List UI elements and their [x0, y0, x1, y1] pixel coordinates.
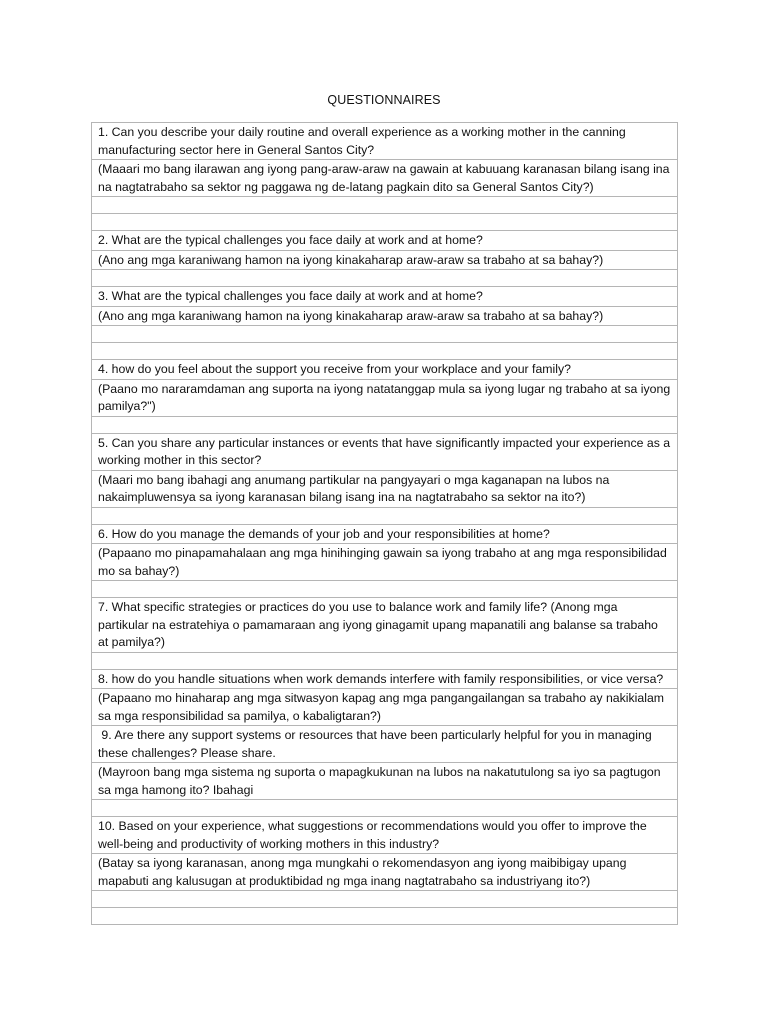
question-row: 7. What specific strategies or practices do you use to balance work and family life? (Anong mga partikular na estratehiya o pamamaraan ang iyong ginagamit upang mapanatili ang balanse sa trabaho at pamilya?) [92, 597, 677, 652]
blank-row [92, 890, 677, 907]
question-row: 8. how do you handle situations when work demands interfere with family responsibilities, or vice versa? [92, 669, 677, 689]
question-row: 9. Are there any support systems or resources that have been particularly helpful for you in managing these challenges? Please share. [92, 725, 677, 762]
question-row: (Mayroon bang mga sistema ng suporta o mapagkukunan na lubos na nakatutulong sa iyo sa pagtugon sa mga hamong ito? Ibahagi [92, 762, 677, 799]
blank-row [92, 907, 677, 924]
page-title: QUESTIONNAIRES [327, 93, 441, 107]
question-row: 4. how do you feel about the support you receive from your workplace and your family? [92, 359, 677, 379]
question-row: (Ano ang mga karaniwang hamon na iyong kinakaharap araw-araw sa trabaho at sa bahay?) [92, 250, 677, 270]
blank-row [92, 580, 677, 597]
blank-row [92, 213, 677, 230]
blank-row [92, 507, 677, 524]
blank-row [92, 342, 677, 359]
question-row: 5. Can you share any particular instances or events that have significantly impacted your experience as a working mother in this sector? [92, 433, 677, 470]
question-row: (Batay sa iyong karanasan, anong mga mungkahi o rekomendasyon ang iyong maibibigay upang mapabuti ang kalusugan at produktibidad ng mga inang nagtatrabaho sa industriyang ito?) [92, 853, 677, 890]
question-row: (Maaari mo bang ilarawan ang iyong pang-araw-araw na gawain at kabuuang karanasan bilang isang ina na nagtatrabaho sa sektor ng paggawa ng de-latang pagkain dito sa General Santos City?) [92, 159, 677, 196]
question-row: (Ano ang mga karaniwang hamon na iyong kinakaharap araw-araw sa trabaho at sa bahay?) [92, 306, 677, 326]
question-row: 1. Can you describe your daily routine and overall experience as a working mother in the canning manufacturing sector here in General Santos City? [98, 125, 630, 157]
question-row: (Papaano mo pinapamahalaan ang mga hinihinging gawain sa iyong trabaho at ang mga responsibilidad mo sa bahay?) [92, 543, 677, 580]
question-row: 10. Based on your experience, what suggestions or recommendations would you offer to improve the well-being and productivity of working mothers in this industry? [92, 816, 677, 853]
blank-row [92, 269, 677, 286]
question-row: (Maari mo bang ibahagi ang anumang partikular na pangyayari o mga kaganapan na lubos na nakaimpluwensya sa iyong karanasan bilang isang ina na nagtatrabaho sa sektor na ito?) [92, 470, 677, 507]
blank-row [92, 416, 677, 433]
question-row: (Papaano mo hinaharap ang mga sitwasyon kapag ang mga pangangailangan sa trabaho ay nakikialam sa mga responsibilidad sa pamilya, o kabaligtaran?) [92, 688, 677, 725]
question-row: 3. What are the typical challenges you face daily at work and at home? [92, 286, 677, 306]
question-row: (Paano mo nararamdaman ang suporta na iyong natatanggap mula sa iyong lugar ng trabaho at sa iyong pamilya?") [92, 379, 677, 416]
question-row: 2. What are the typical challenges you face daily at work and at home? [92, 230, 677, 250]
question-row: 6. How do you manage the demands of your job and your responsibilities at home? [92, 524, 677, 544]
questionnaire-table [91, 122, 678, 925]
blank-row [92, 799, 677, 816]
blank-row [92, 196, 677, 213]
blank-row [92, 652, 677, 669]
blank-row [92, 325, 677, 342]
